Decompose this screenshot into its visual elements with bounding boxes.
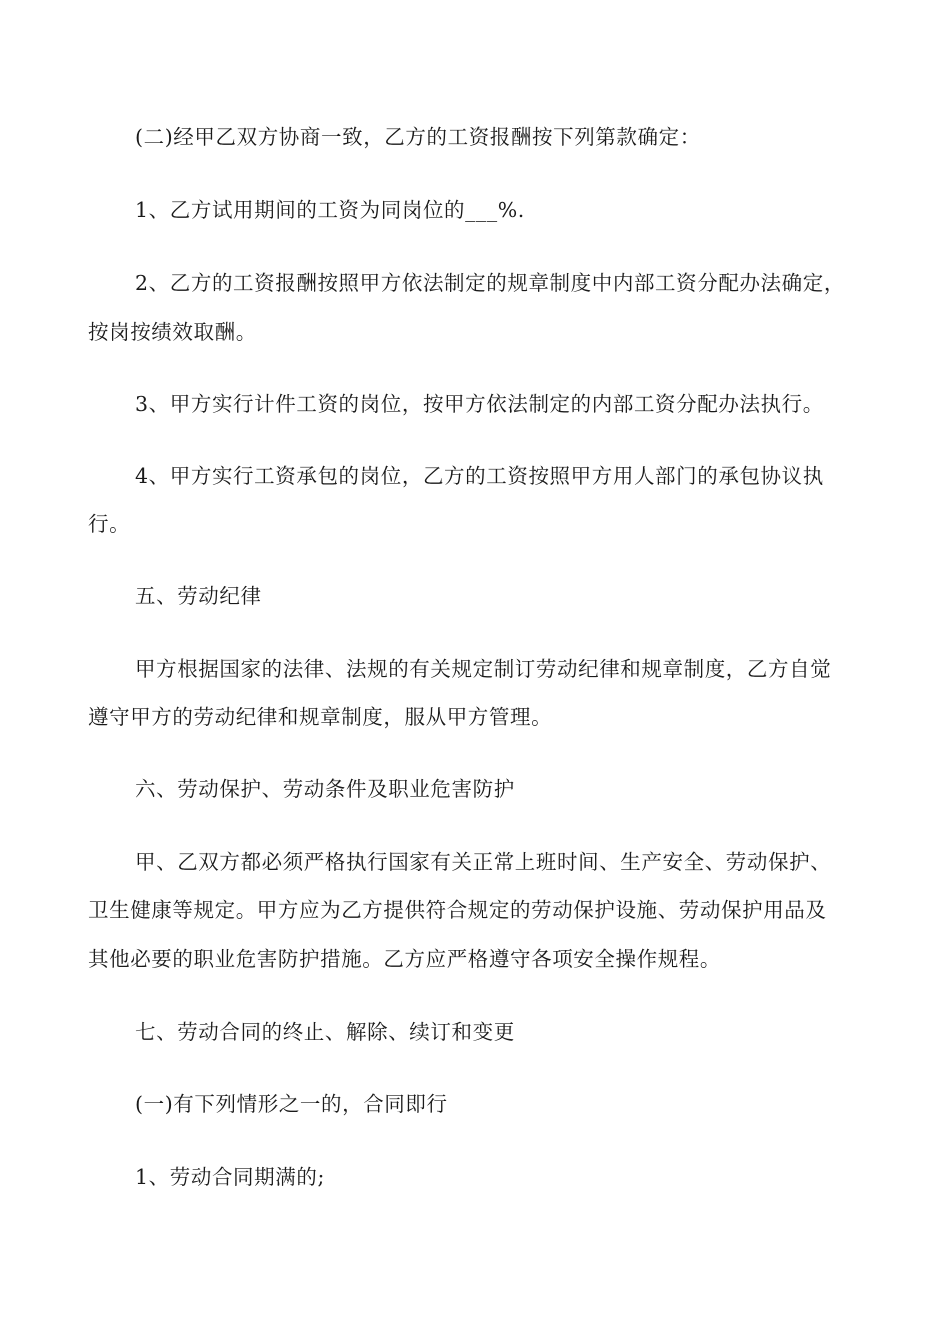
item-salary-rules-line2: 按岗按绩效取酬。 — [88, 320, 257, 344]
item-contract-wage-line1: 4、甲方实行工资承包的岗位，乙方的工资按照甲方用人部门的承包协议执 — [135, 464, 824, 488]
item-piecework: 3、甲方实行计件工资的岗位，按甲方依法制定的内部工资分配办法执行。 — [135, 392, 824, 416]
paragraph-protection-line2: 卫生健康等规定。甲方应为乙方提供符合规定的劳动保护设施、劳动保护用品及 — [88, 898, 827, 922]
section-heading-discipline: 五、劳动纪律 — [135, 584, 262, 608]
item-contract-wage-line2: 行。 — [88, 512, 131, 536]
paragraph-termination-intro: (一)有下列情形之一的，合同即行 — [135, 1092, 448, 1116]
section-heading-protection: 六、劳动保护、劳动条件及职业危害防护 — [135, 777, 515, 801]
paragraph-salary-terms: (二)经甲乙双方协商一致，乙方的工资报酬按下列第款确定： — [135, 125, 701, 149]
paragraph-protection-line3: 其他必要的职业危害防护措施。乙方应严格遵守各项安全操作规程。 — [88, 947, 721, 971]
paragraph-discipline-line1: 甲方根据国家的法律、法规的有关规定制订劳动纪律和规章制度，乙方自觉 — [135, 657, 832, 681]
item-salary-rules-line1: 2、乙方的工资报酬按照甲方依法制定的规章制度中内部工资分配办法确定， — [135, 271, 845, 295]
item-probation-salary: 1、乙方试用期间的工资为同岗位的___%. — [135, 198, 525, 222]
item-contract-expired: 1、劳动合同期满的; — [135, 1165, 325, 1189]
paragraph-discipline-line2: 遵守甲方的劳动纪律和规章制度，服从甲方管理。 — [88, 705, 553, 729]
paragraph-protection-line1: 甲、乙双方都必须严格执行国家有关正常上班时间、生产安全、劳动保护、 — [135, 850, 832, 874]
section-heading-termination: 七、劳动合同的终止、解除、续订和变更 — [135, 1020, 515, 1044]
